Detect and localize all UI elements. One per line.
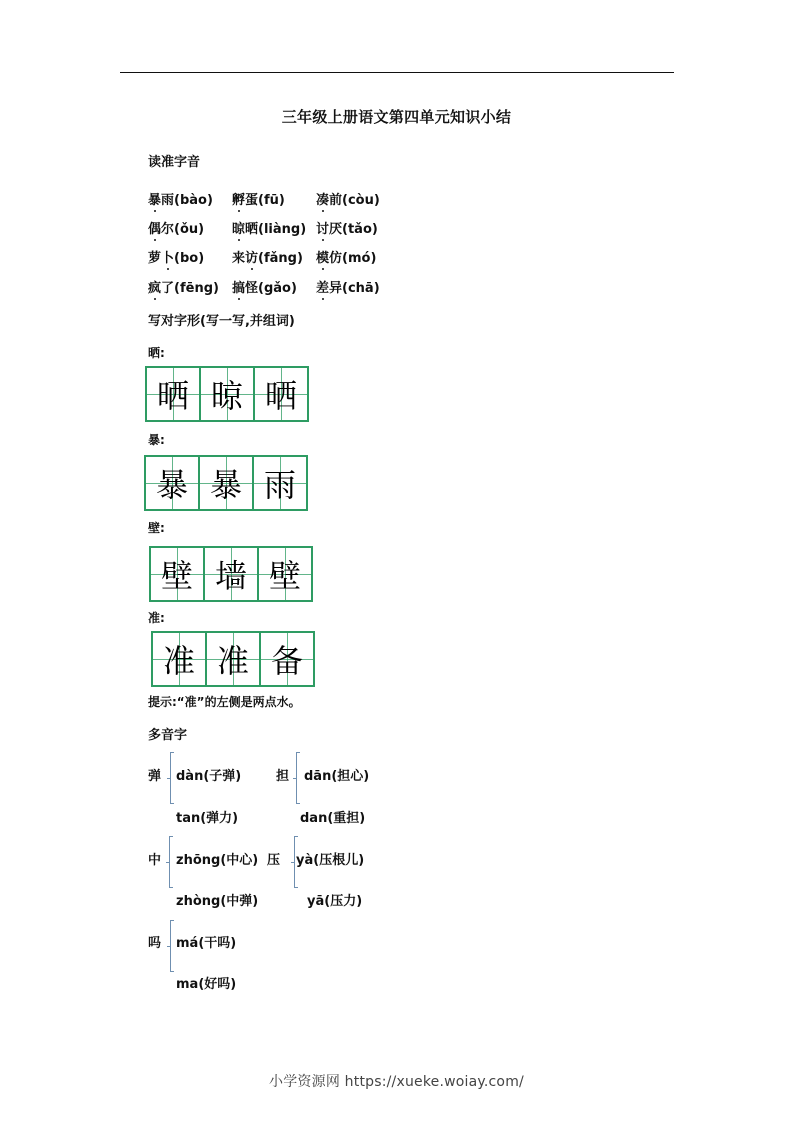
emphasized-char: 孵 — [232, 189, 245, 208]
tian-grid-cell — [145, 366, 201, 422]
emphasized-char: 卜 — [161, 247, 174, 266]
brace-icon — [169, 836, 174, 888]
polyphonic-reading: tan(弹力) — [176, 811, 239, 826]
practice-char: 准 — [216, 642, 249, 680]
polyphonic-reading: dān(担心) — [304, 769, 370, 784]
pinyin: (mó) — [342, 251, 377, 266]
pinyin: (gǎo) — [258, 281, 297, 296]
emphasized-char: 差 — [316, 277, 329, 296]
tian-grid-cell — [198, 455, 254, 511]
emphasized-char: 访 — [245, 247, 258, 266]
word-char: 萝 — [148, 251, 162, 266]
footer-watermark: 小学资源网 https://xueke.woiay.com/ — [269, 1074, 524, 1090]
practice-char: 壁 — [160, 557, 193, 595]
tian-grid-cell — [259, 631, 315, 687]
tian-grid-row — [144, 455, 306, 511]
polyphonic-char: 吗 — [148, 936, 162, 951]
polyphonic-char: 压 — [267, 853, 281, 868]
pronunciation-item — [232, 189, 285, 208]
polyphonic-char: 中 — [148, 853, 162, 868]
tian-grid-row — [149, 546, 311, 602]
polyphonic-char: 弹 — [148, 769, 162, 784]
pinyin: (bào) — [174, 193, 213, 208]
word-char: 尔 — [161, 222, 175, 237]
pinyin: (còu) — [342, 193, 380, 208]
polyphonic-reading: yà(压根儿) — [296, 853, 365, 868]
pronunciation-item — [148, 218, 204, 237]
word-char: 前 — [329, 193, 343, 208]
practice-char: 墙 — [214, 557, 247, 595]
word-char: 蛋 — [245, 193, 259, 208]
practice-char: 备 — [270, 642, 303, 680]
tian-grid-cell — [144, 455, 200, 511]
practice-char: 晒 — [156, 377, 189, 415]
brace-icon — [170, 752, 175, 804]
practice-char-label: 准: — [148, 611, 165, 625]
tian-grid-row — [151, 631, 313, 687]
polyphonic-reading: dàn(子弹) — [176, 769, 242, 784]
practice-char: 晒 — [264, 377, 297, 415]
writing-hint: 提示:“准”的左侧是两点水。 — [148, 695, 301, 709]
emphasized-char: 疯 — [148, 277, 161, 296]
header-rule — [120, 72, 674, 73]
section-heading-writing: 写对字形(写一写,并组词) — [148, 314, 295, 329]
pronunciation-item — [316, 277, 380, 296]
word-char: 晒 — [245, 222, 259, 237]
brace-icon — [296, 752, 301, 804]
emphasized-char: 凑 — [316, 189, 329, 208]
practice-char: 暴 — [155, 466, 188, 504]
polyphonic-reading: zhòng(中弹) — [176, 894, 259, 909]
pronunciation-item — [232, 277, 297, 296]
emphasized-char: 模 — [316, 247, 329, 266]
pinyin: (tǎo) — [342, 222, 378, 237]
emphasized-char: 偶 — [148, 218, 161, 237]
word-char: 仿 — [329, 251, 343, 266]
pronunciation-item — [232, 247, 303, 266]
section-heading-pronunciation: 读准字音 — [148, 155, 201, 170]
section-heading-polyphonic: 多音字 — [148, 728, 188, 743]
tian-grid-cell — [203, 546, 259, 602]
pinyin: (fēng) — [174, 281, 219, 296]
document-title: 三年级上册语文第四单元知识小结 — [281, 108, 512, 126]
pronunciation-item — [316, 189, 380, 208]
tian-grid-row — [145, 366, 307, 422]
pronunciation-item — [148, 189, 213, 208]
practice-char-label: 晒: — [148, 346, 165, 360]
emphasized-char: 讨 — [316, 218, 329, 237]
tian-grid-cell — [151, 631, 207, 687]
word-char: 来 — [232, 251, 246, 266]
pinyin: (chā) — [342, 281, 380, 296]
brace-icon — [170, 920, 175, 972]
pronunciation-item — [232, 218, 306, 237]
practice-char: 准 — [162, 642, 195, 680]
pronunciation-item — [148, 277, 219, 296]
pinyin: (bo) — [174, 251, 205, 266]
word-char: 异 — [329, 281, 343, 296]
polyphonic-reading: yā(压力) — [307, 894, 363, 909]
pronunciation-item — [148, 247, 204, 266]
practice-char: 晾 — [210, 377, 243, 415]
pinyin: (liàng) — [258, 222, 307, 237]
practice-char: 暴 — [209, 466, 242, 504]
tian-grid-cell — [199, 366, 255, 422]
polyphonic-reading: zhōng(中心) — [176, 853, 259, 868]
tian-grid-cell — [252, 455, 308, 511]
practice-char: 壁 — [268, 557, 301, 595]
word-char: 厌 — [329, 222, 343, 237]
pinyin: (fǎng) — [258, 251, 303, 266]
emphasized-char: 暴 — [148, 189, 161, 208]
tian-grid-cell — [205, 631, 261, 687]
tian-grid-cell — [257, 546, 313, 602]
pinyin: (fū) — [258, 193, 285, 208]
emphasized-char: 晾 — [232, 218, 245, 237]
practice-char-label: 壁: — [148, 521, 165, 535]
polyphonic-reading: má(干吗) — [176, 936, 237, 951]
polyphonic-reading: dan(重担) — [300, 811, 366, 826]
word-char: 雨 — [161, 193, 175, 208]
tian-grid-cell — [253, 366, 309, 422]
tian-grid-cell — [149, 546, 205, 602]
word-char: 了 — [161, 281, 175, 296]
polyphonic-char: 担 — [276, 769, 290, 784]
pinyin: (ǒu) — [174, 222, 205, 237]
word-char: 怪 — [245, 281, 259, 296]
practice-char-label: 暴: — [148, 433, 165, 447]
emphasized-char: 搞 — [232, 277, 245, 296]
practice-char: 雨 — [263, 466, 296, 504]
pronunciation-item — [316, 247, 376, 266]
pronunciation-item — [316, 218, 378, 237]
polyphonic-reading: ma(好吗) — [176, 977, 237, 992]
